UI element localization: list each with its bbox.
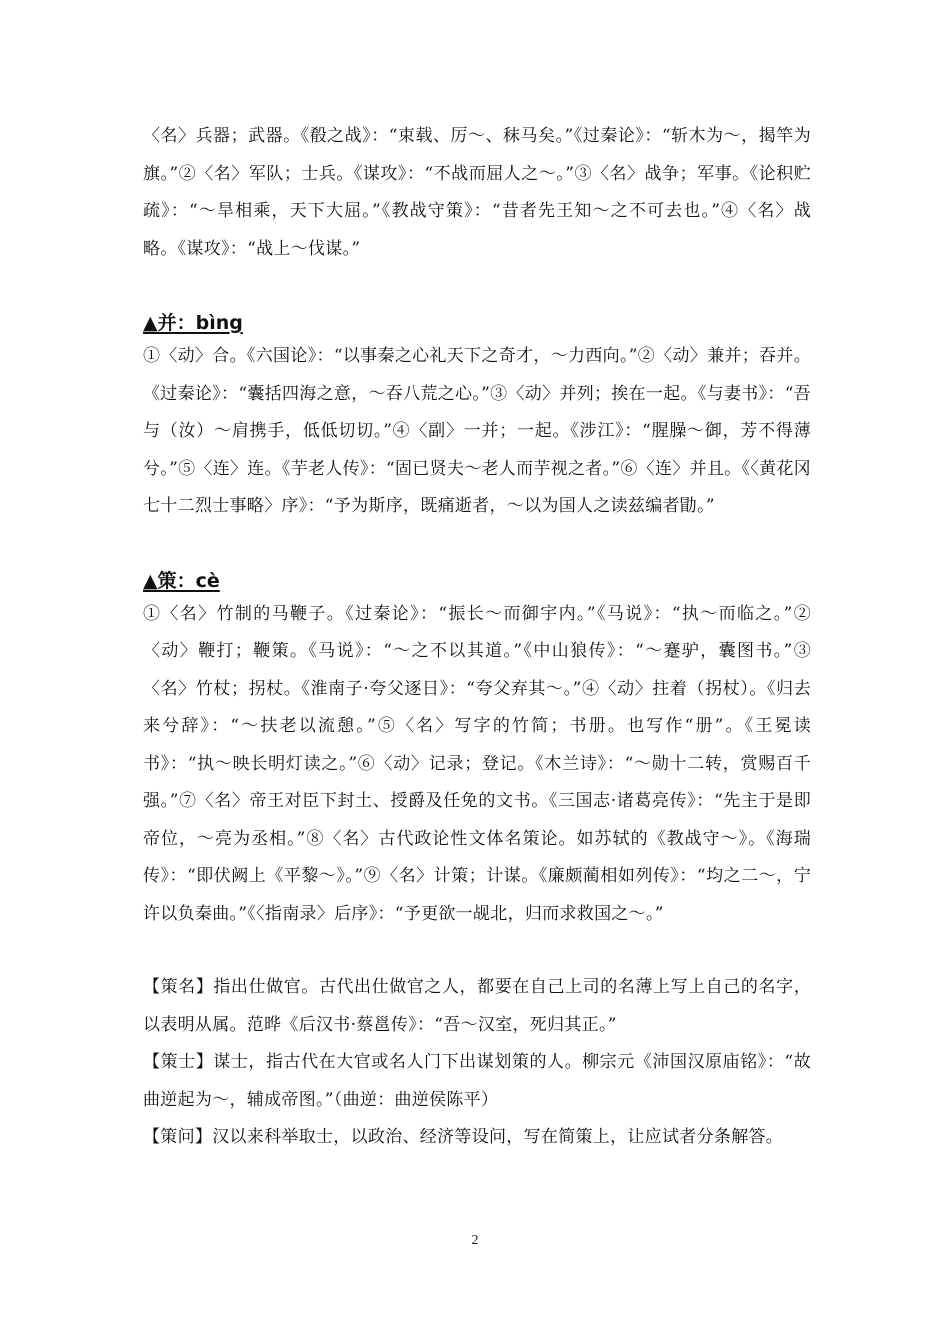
entry-heading-text: ▲并：bìng <box>143 312 243 334</box>
entry-body-bing: ①〈动〉合。《六国论》：“以事秦之心礼天下之奇才，～力西向。”②〈动〉兼并；吞并。《过秦论》：“囊括四海之意，～吞八荒之心。”③〈动〉并列；挨在一起。《与妻书》：“吾与（汝）～肩携手，低低切切。”④〈副〉一并；一起。《涉江》：“腥臊～御，芳不得薄兮。”⑤〈连〉连。《芋老人传》：“固已贤夫～老人而芋视之者。”⑥〈连〉并且。《〈黄花冈七十二烈士事略〉序》：“予为斯序，既痛逝者，～以为国人之读兹编者勖。” <box>143 346 811 516</box>
spacer <box>143 268 811 308</box>
page-content <box>143 118 811 1157</box>
entry-body-ce: ①〈名〉竹制的马鞭子。《过秦论》：“振长～而御宇内。”《马说》：“执～而临之。”②〈动〉鞭打；鞭策。《马说》：“～之不以其道。”《中山狼传》：“～蹇驴，囊图书。”③〈名〉竹杖；拐杖。《淮南子·夸父逐日》：“夸父弃其～。”④〈动〉拄着（拐杖）。《归去来兮辞》：“～扶老以流憩。”⑤〈名〉写字的竹简；书册。也写作“册”。《王冕读书》：“执～映长明灯读之。”⑥〈动〉记录；登记。《木兰诗》：“～勋十二转，赏赐百千强。”⑦〈名〉帝王对臣下封土、授爵及任免的文书。《三国志·诸葛亮传》：“先主于是即帝位，～亮为丞相。”⑧〈名〉古代政论性文体名策论。如苏轼的《教战守～》。《海瑞传》：“即伏阙上《平黎～》。”⑨〈名〉计策；计谋。《廉颇蔺相如列传》：“均之二～，宁许以负秦曲。”《〈指南录〉后序》：“予更欲一觇北，归而求救国之～。” <box>143 603 811 924</box>
term-ce-wen: 【策问】汉以来科举取士，以政治、经济等设问，写在简策上，让应试者分条解答。 <box>143 1127 784 1147</box>
page-number: 2 <box>471 1233 479 1248</box>
intro-paragraph: 〈名〉兵器；武器。《殽之战》：“束载、厉～、秣马矣。”《过秦论》：“斩木为～，揭竿为旗。”②〈名〉军队；士兵。《谋攻》：“不战而屈人之～。”③〈名〉战争；军事。《论积贮疏》：“～旱相乘，天下大屈。”《教战守策》：“昔者先王知～之不可去也。”④〈名〉战略。《谋攻》：“战上～伐谋。” <box>143 126 811 259</box>
entry-heading-ce <box>143 566 811 596</box>
spacer <box>143 933 811 969</box>
term-ce-shi: 【策士】谋士，指古代在大官或名人门下出谋划策的人。柳宗元《沛国汉原庙铭》：“故曲逆起为～，辅成帝图。”（曲逆：曲逆侯陈平） <box>143 1052 811 1110</box>
entry-heading-bing <box>143 308 811 338</box>
term-ce-ming: 【策名】指出仕做官。古代出仕做官之人，都要在自己上司的名薄上写上自己的名字，以表明从属。范晔《后汉书·蔡邕传》：“吾～汉室，死归其正。” <box>143 977 811 1035</box>
spacer <box>143 526 811 566</box>
entry-heading-text: ▲策：cè <box>143 569 220 592</box>
